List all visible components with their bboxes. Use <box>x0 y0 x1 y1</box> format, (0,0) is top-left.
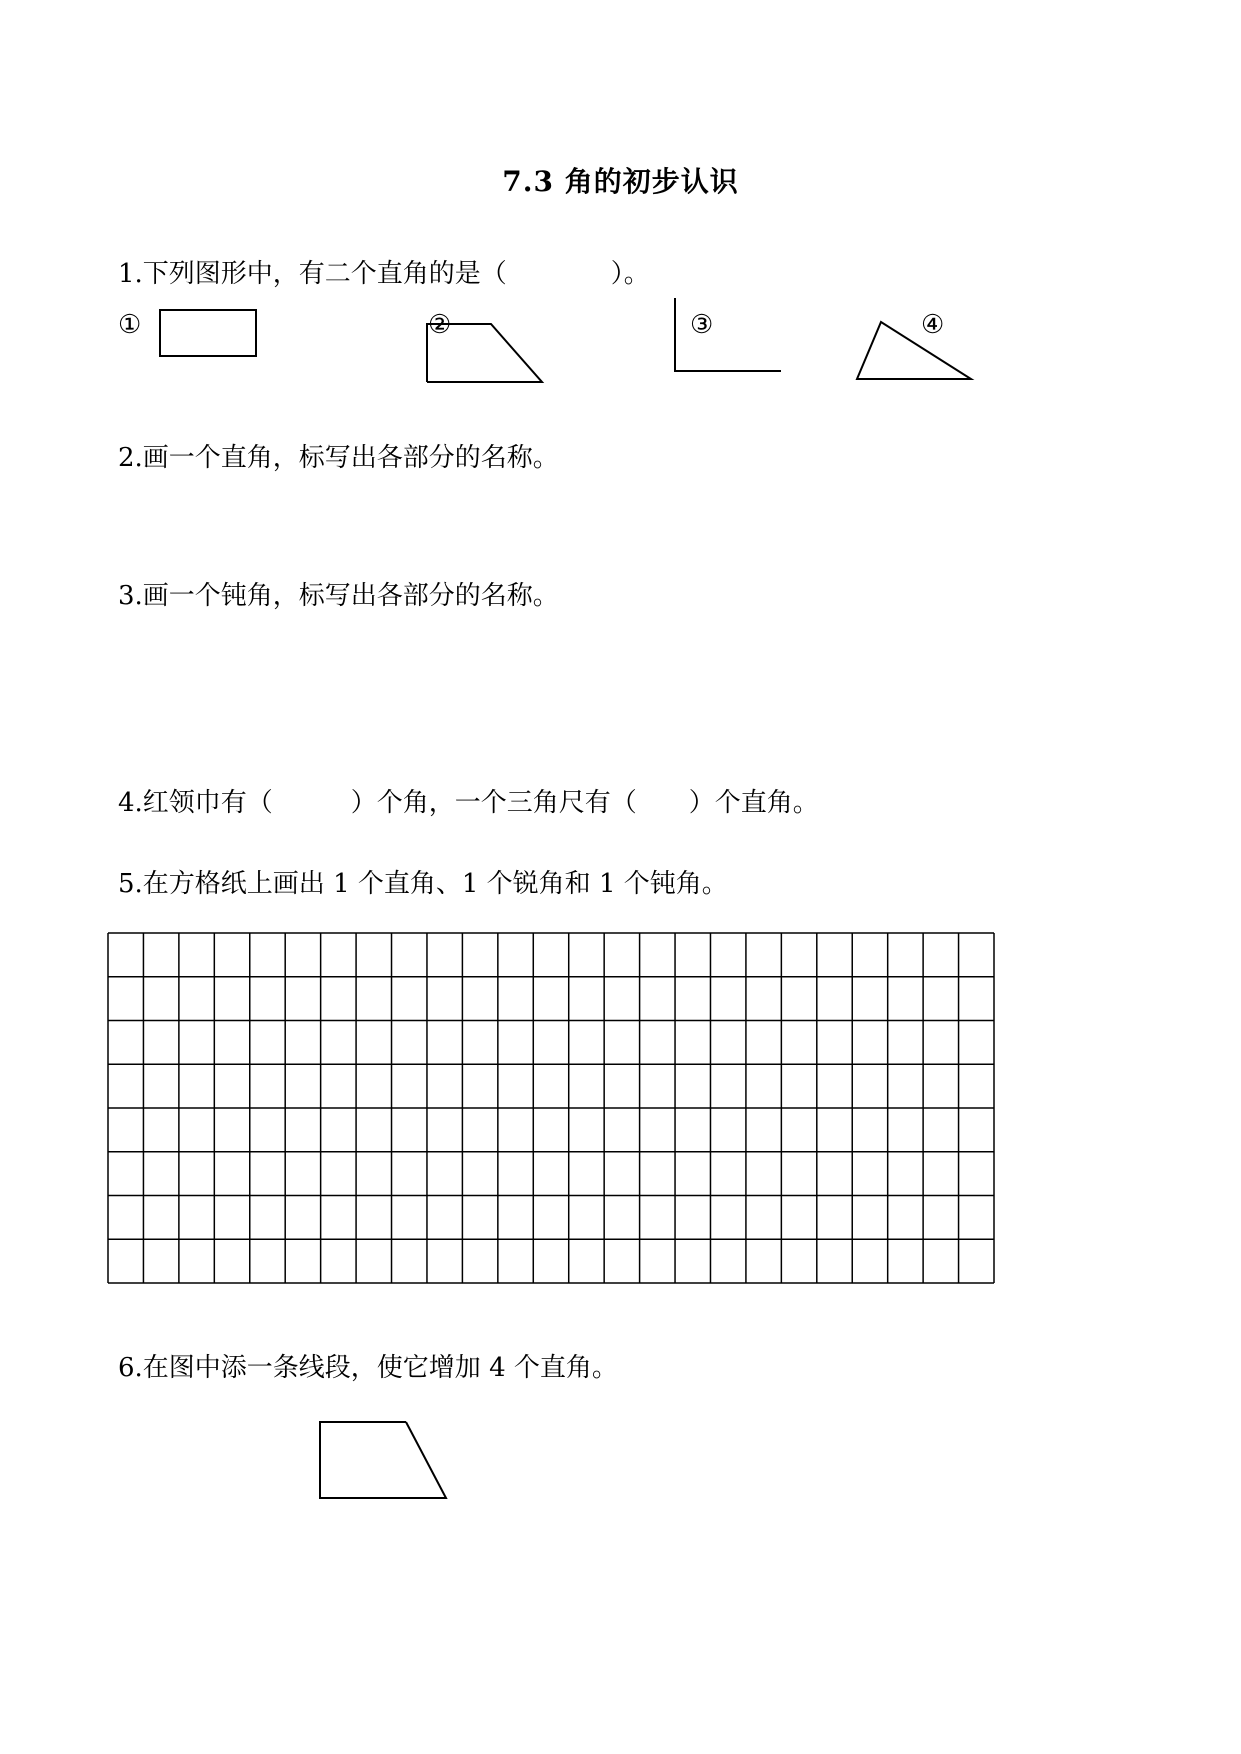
figure-label-2: ② <box>428 310 452 340</box>
figure-label-4: ④ <box>921 310 945 340</box>
question-2: 2.画一个直角，标写出各部分的名称。 <box>118 443 559 473</box>
figure-6-trapezoid <box>318 1420 450 1502</box>
question-4: 4.红领巾有（ ）个角，一个三角尺有（ ）个直角。 <box>118 788 819 818</box>
question-3: 3.画一个钝角，标写出各部分的名称。 <box>118 581 559 611</box>
question-5: 5.在方格纸上画出 1 个直角、1 个锐角和 1 个钝角。 <box>118 869 728 899</box>
figure-label-1: ① <box>118 310 142 340</box>
figure-1-rectangle <box>160 310 260 360</box>
page-title: 7.3 角的初步认识 <box>502 165 739 198</box>
figure-4-triangle <box>855 320 975 382</box>
question-1: 1.下列图形中，有二个直角的是（ ）。 <box>118 259 650 289</box>
square-grid-paper <box>107 932 995 1284</box>
question-6: 6.在图中添一条线段，使它增加 4 个直角。 <box>118 1353 618 1383</box>
figure-label-3: ③ <box>690 310 714 340</box>
